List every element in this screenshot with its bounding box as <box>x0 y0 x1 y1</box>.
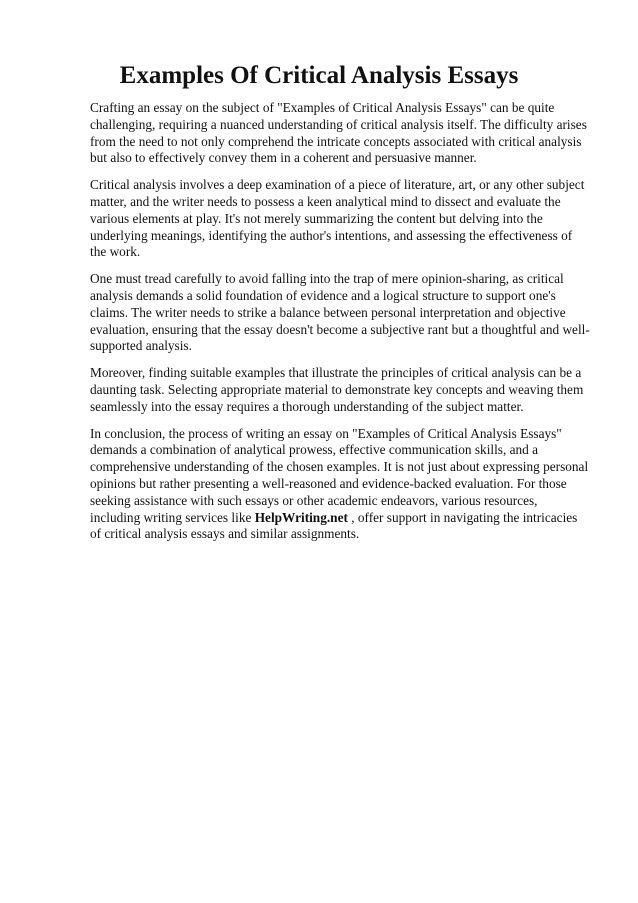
document-body <box>90 100 590 553</box>
paragraph-intro: Crafting an essay on the subject of "Examples of Critical Analysis Essays" can be quite challenging, requiring a nuanced understanding of critical analysis itself. The difficulty arises from the need to not only comprehend the intricate concepts associated with critical analysis but also to effectively convey them in a coherent and persuasive manner. <box>90 100 587 166</box>
document-title: Examples Of Critical Analysis Essays <box>119 62 519 89</box>
paragraph-examples: Moreover, finding suitable examples that illustrate the principles of critical analysis can be a daunting task. Selecting appropriate material to demonstrate key concepts and weaving them seamlessly into the essay requires a thorough understanding of the subject matter. <box>90 365 584 414</box>
brand-name: HelpWriting.net <box>254 509 348 525</box>
conclusion-text-start: In conclusion, the process of writing an essay on "Examples of Critical Analysis Essays" demands a combination of analytical prowess, effective communication skills, and a comprehensive understanding of the chosen examples. It is not just about expressing personal opinions but rather presenting a well-reasoned and evidence-backed evaluation. For those seeking assistance with such essays or other academic endeavors, various resources, including writing services like <box>90 425 589 525</box>
paragraph-conclusion <box>90 426 590 544</box>
conclusion-text-end: , offer support in navigating the intricacies of critical analysis essays and similar assignments. <box>90 509 578 542</box>
paragraph-opinion-trap: One must tread carefully to avoid falling into the trap of mere opinion-sharing, as critical analysis demands a solid foundation of evidence and a logical structure to support one's claims. The writer needs to strike a balance between personal interpretation and objective evaluation, ensuring that the essay doesn't become a subjective rant but a thoughtful and well-supported analysis. <box>90 271 590 354</box>
paragraph-critical-analysis: Critical analysis involves a deep examination of a piece of literature, art, or any other subject matter, and the writer needs to possess a keen analytical mind to dissect and evaluate the various elements at play. It's not merely summarizing the content but delving into the underlying meanings, identifying the author's intentions, and assessing the effectiveness of the work. <box>90 177 585 260</box>
